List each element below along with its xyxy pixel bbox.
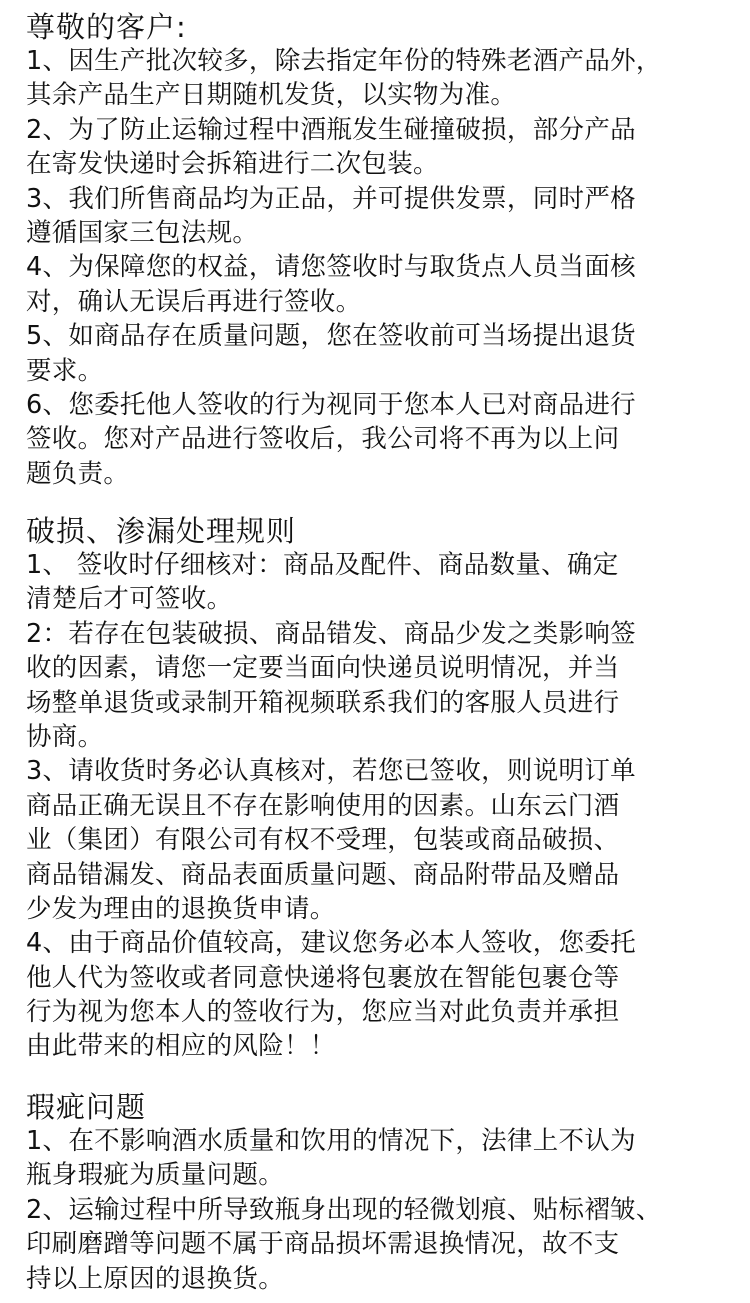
defect-line: 2、运输过程中所导致瓶身出现的轻微划痕、贴标褶皱、 [26, 1194, 662, 1225]
notice-line: 3、我们所售商品均为正品，并可提供发票，同时严格 [26, 183, 636, 214]
notice-line: 要求。 [26, 355, 104, 386]
defect-line: 瓶身瑕疵为质量问题。 [26, 1160, 285, 1191]
damage-leak-rules-section [26, 514, 736, 1064]
section-title: 尊敬的客户: [26, 10, 187, 44]
defect-line: 持以上原因的退换货。 [26, 1263, 285, 1294]
notice-line: 5、如商品存在质量问题，您在签收前可当场提出退货 [26, 321, 636, 352]
rule-line: 业（集团）有限公司有权不受理，包装或商品破损、 [26, 825, 620, 856]
rule-line: 他人代为签收或者同意快递将包裹放在智能包裹仓等 [26, 962, 620, 993]
rule-line: 2：若存在包装破损、商品错发、商品少发之类影响签 [26, 618, 636, 649]
rule-line: 由此带来的相应的风险！！ [26, 1031, 336, 1062]
notice-line: 1、因生产批次较多，除去指定年份的特殊老酒产品外， [26, 46, 662, 76]
rule-line: 1、 签收时仔细核对：商品及配件、商品数量、确定 [26, 550, 619, 580]
defect-line: 1、在不影响酒水质量和饮用的情况下，法律上不认为 [26, 1126, 636, 1156]
notice-line: 6、您委托他人签收的行为视同于您本人已对商品进行 [26, 389, 636, 420]
defect-line: 印刷磨蹭等问题不属于商品损坏需退换情况，故不支 [26, 1229, 620, 1260]
rule-line: 少发为理由的退换货申请。 [26, 893, 336, 924]
rule-line: 协商。 [26, 721, 104, 752]
section-title: 瑕疵问题 [26, 1090, 147, 1124]
defect-issues-section [26, 1090, 736, 1296]
notice-line: 签收。您对产品进行签收后，我公司将不再为以上问 [26, 424, 620, 455]
section-title: 破损、渗漏处理规则 [26, 514, 297, 548]
notice-line: 在寄发快递时会拆箱进行二次包装。 [26, 149, 439, 180]
notice-line: 遵循国家三包法规。 [26, 217, 259, 248]
customer-notice-section [26, 10, 736, 491]
notice-line: 4、为保障您的权益，请您签收时与取货点人员当面核 [26, 252, 636, 283]
notice-line: 其余产品生产日期随机发货，以实物为准。 [26, 80, 517, 111]
rule-line: 清楚后才可签收。 [26, 584, 233, 615]
notice-line: 2、为了防止运输过程中酒瓶发生碰撞破损，部分产品 [26, 114, 636, 145]
notice-line: 对，确认无误后再进行签收。 [26, 286, 362, 317]
rule-line: 收的因素，请您一定要当面向快递员说明情况，并当 [26, 653, 620, 684]
rule-line: 商品错漏发、商品表面质量问题、商品附带品及赠品 [26, 859, 620, 890]
rule-line: 行为视为您本人的签收行为，您应当对此负责并承担 [26, 997, 620, 1028]
notice-line: 题负责。 [26, 458, 130, 489]
rule-line: 4、由于商品价值较高，建议您务必本人签收，您委托 [26, 928, 636, 959]
rule-line: 场整单退货或录制开箱视频联系我们的客服人员进行 [26, 687, 620, 718]
rule-line: 商品正确无误且不存在影响使用的因素。山东云门酒 [26, 790, 620, 821]
rule-line: 3、请收货时务必认真核对，若您已签收，则说明订单 [26, 756, 636, 787]
